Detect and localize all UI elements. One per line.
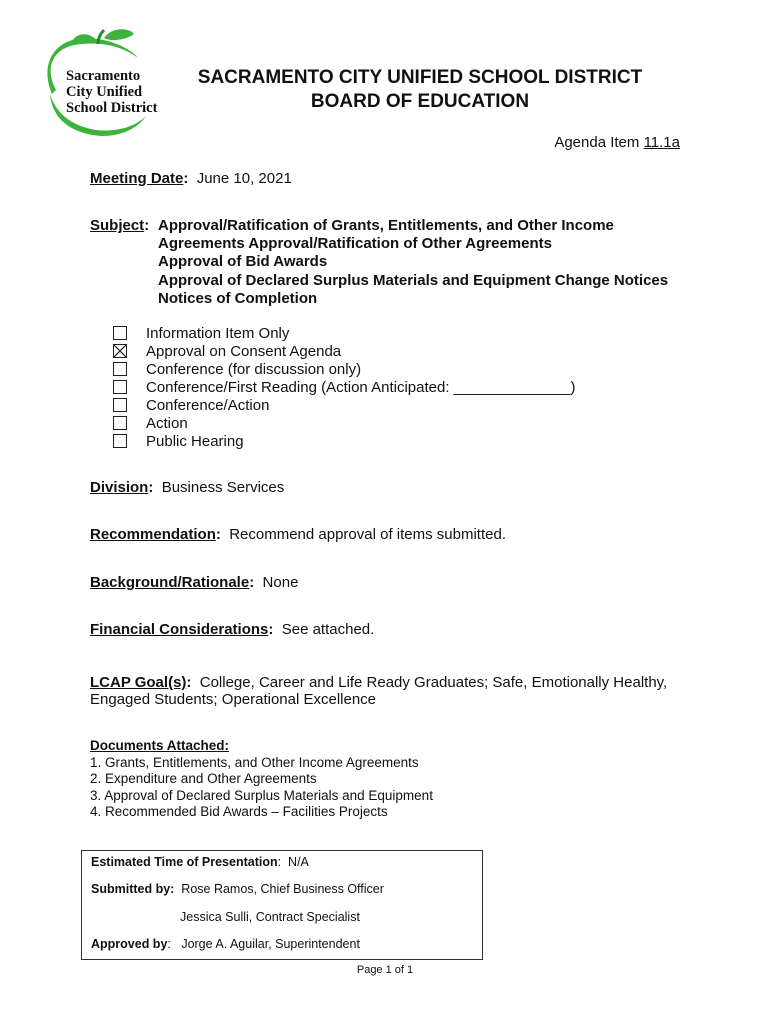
document-item: 3. Approval of Declared Surplus Materials and Equipment (90, 787, 433, 803)
recommendation: Recommendation: Recommend approval of items submitted. (90, 526, 506, 543)
documents-attached (90, 738, 433, 821)
lcap-value-line2: Engaged Students; Operational Excellence (90, 691, 377, 708)
checkbox[interactable] (113, 416, 127, 430)
checklist-label: Approval on Consent Agenda (146, 342, 342, 360)
estimated-time-label: Estimated Time of Presentation (91, 855, 278, 869)
document-item: 1. Grants, Entitlements, and Other Income Agreements (90, 754, 419, 770)
checkbox[interactable] (113, 398, 127, 412)
financial-label: Financial Considerations (90, 621, 269, 638)
subject-line: Notices of Completion (158, 289, 318, 307)
checklist-item (113, 414, 575, 432)
page-number: Page 1 of 1 (356, 964, 414, 976)
checklist-item (113, 396, 575, 414)
documents-title: Documents Attached: (90, 738, 230, 753)
agenda-item-prefix: Agenda Item (554, 134, 644, 151)
checkbox[interactable] (113, 362, 127, 376)
submitted-by-value-2: Jessica Sulli, Contract Specialist (180, 910, 360, 924)
document-item: 4. Recommended Bid Awards – Facilities Projects (90, 804, 388, 819)
meeting-date: Meeting Date: June 10, 2021 (90, 170, 292, 187)
approved-by-row: Approved by: Jorge A. Aguilar, Superintendent (91, 937, 360, 951)
lcap-label: LCAP Goal(s) (90, 674, 187, 691)
checkbox[interactable] (113, 326, 127, 340)
logo-line: Sacramento (66, 68, 141, 84)
logo-line: School District (66, 100, 158, 116)
estimated-time-value: N/A (288, 855, 309, 869)
agenda-item (554, 134, 680, 151)
checklist-item (113, 324, 575, 342)
subject-label-row: Subject: (90, 217, 150, 234)
logo-text (66, 68, 157, 116)
checklist-label: Conference (for discussion only) (146, 360, 362, 378)
subject-label: Subject (90, 217, 145, 234)
estimated-time-row: Estimated Time of Presentation: N/A (91, 855, 309, 869)
district-title: SACRAMENTO CITY UNIFIED SCHOOL DISTRICT (197, 67, 643, 88)
document-item: 2. Expenditure and Other Agreements (90, 771, 317, 786)
presentation-summary-box (81, 850, 483, 960)
submitted-by-label: Submitted by: (91, 882, 175, 896)
logo-line: City Unified (66, 84, 143, 100)
submitted-by-value: Rose Ramos, Chief Business Officer (181, 882, 384, 896)
background: Background/Rationale: None (90, 574, 299, 591)
checklist-item (113, 342, 575, 360)
division: Division: Business Services (90, 479, 285, 496)
item-type-checklist (113, 324, 575, 450)
checklist-item (113, 378, 575, 396)
checklist-item (113, 432, 575, 450)
checklist-label: Information Item Only (146, 324, 290, 342)
checklist-item (113, 360, 575, 378)
checkbox-checked[interactable] (113, 344, 127, 358)
financial-value: See attached. (281, 621, 375, 638)
recommendation-value: Recommend approval of items submitted. (229, 526, 506, 543)
submitted-by-row (91, 882, 384, 896)
x-mark-icon (114, 345, 126, 357)
subject-lines (158, 217, 668, 308)
checkbox[interactable] (113, 380, 127, 394)
meeting-date-label: Meeting Date (90, 170, 184, 187)
approved-by-label: Approved by (91, 937, 168, 951)
checklist-label: Conference/First Reading (Action Anticipated: ______________) (146, 378, 576, 396)
checklist-label: Public Hearing (146, 432, 244, 450)
financial: Financial Considerations: See attached. (90, 621, 375, 638)
division-label: Division (90, 479, 149, 496)
subject-line: Approval of Bid Awards (158, 253, 328, 271)
approved-by-value: Jorge A. Aguilar, Superintendent (181, 937, 360, 951)
background-label: Background/Rationale (90, 574, 250, 591)
lcap-goals: LCAP Goal(s): College, Career and Life Ready Graduates; Safe, Emotionally Healthy, (90, 674, 668, 691)
background-value: None (262, 574, 299, 591)
recommendation-label: Recommendation (90, 526, 216, 543)
district-logo (42, 28, 162, 138)
agenda-item-number: 11.1a (643, 134, 680, 151)
checklist-label: Action (146, 414, 188, 432)
division-value: Business Services (161, 479, 285, 496)
lcap-value: College, Career and Life Ready Graduates; Safe, Emotionally Healthy, (199, 674, 668, 691)
meeting-date-value: June 10, 2021 (196, 170, 292, 187)
subject-line: Approval/Ratification of Grants, Entitlements, and Other Income (158, 217, 614, 234)
checklist-label: Conference/Action (146, 396, 270, 414)
subject-line: Approval of Declared Surplus Materials and Equipment Change Notices (158, 271, 669, 289)
board-title: BOARD OF EDUCATION (310, 91, 530, 112)
checkbox[interactable] (113, 434, 127, 448)
subject-line: Agreements Approval/Ratification of Other Agreements (158, 235, 552, 253)
